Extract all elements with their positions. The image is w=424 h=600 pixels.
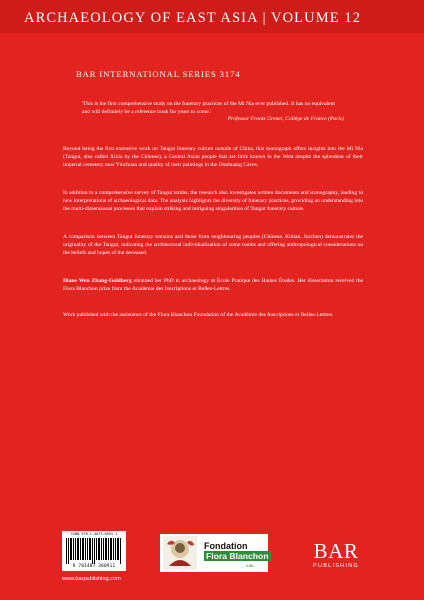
publisher-website[interactable]: www.barpublishing.com [62,576,121,582]
foundation-affiliation: AIBL [246,563,255,568]
isbn-label: ISBN 978-1-4073-6091-1 [70,532,118,536]
author-bio-text: obtained her PhD in archaeology at École Pratique des Hautes Études. Her dissertation received the Flora Blanchon prize from the Académie des Inscriptions et Belles-Lettres. [63,278,363,292]
publisher-logo-main: BAR [313,539,359,563]
acknowledgement: Work published with the assistance of the Flora Blanchon Foundation of the Académie des Inscriptions et Belles-Lettres. [63,312,334,318]
series-title: ARCHAEOLOGY OF EAST ASIA | VOLUME 12 [24,10,362,26]
quote-text: 'This is the first comprehensive study on the funerary practices of the Mi Nia ever published. It has no equivalent and will definitely be a reference book for years to come.' [82,101,335,115]
paragraph-survey: In addition to a comprehensive survey of Tangut tombs, the research also investigates written documents and iconography, leading to new interpretations of archaeological data. The analysis highlights the diversity of funerary practices, providing an understanding into the multi-dimensional processes that explain striking and intriguing singularities of Tangut funerary culture. [63,190,363,212]
flora-blanchon-logo [160,534,268,572]
isbn-digits: 9 781407 360911 [72,564,116,569]
series-header [0,0,424,33]
paragraph-comparison: A comparison between Tangut funerary remains and those from neighbouring peoples (Chinese, Khitan, Jurchen) demonstrates the originality of the Tangut, indicating the architectural individualisation of some tombs and offering anthropological considerations on the beliefs and hopes of the deceased. [63,234,363,256]
endorsement-quote [82,101,344,124]
barcode-bars [66,538,122,564]
author-bio [63,278,363,294]
quote-attribution: Professor Frantz Grenet, Collège de France (Paris) [227,116,344,123]
foundation-name-line1: Fondation [204,541,248,551]
author-name: Diane Wen Zhang-Goldberg [63,278,132,284]
foundation-emblem-icon [163,536,197,570]
publisher-logo-sub: PUBLISHING [313,563,359,569]
paragraph-intro: Beyond being the first extensive work on Tangut funerary culture outside of China, this monograph offers insights into the Mi Nia (Tangut, also called Xixia by the Chinese), a Central Asian people that are little known in the West despite the splendour of their imperial cemetery near Yinchuan and quality of their paintings in the Dunhuang Caves. [63,146,363,168]
subseries-label: BAR INTERNATIONAL SERIES 3174 [76,69,241,79]
isbn-barcode [62,531,126,571]
foundation-name-line2: Flora Blanchon [206,551,269,561]
bar-publishing-logo [306,541,366,577]
